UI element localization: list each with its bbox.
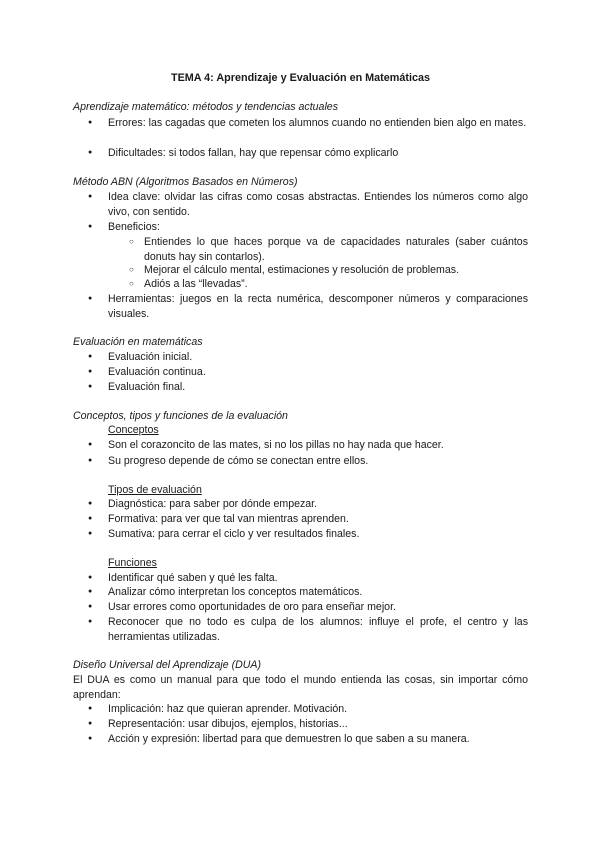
- list-item: ● Errores: las cagadas que cometen los alumnos cuando no entienden bien algo en mates.: [108, 116, 528, 131]
- sub-list-item: ○ Entiendes lo que haces porque va de capacidades naturales (saber cuántos donuts hay sin contarlos).: [144, 235, 528, 264]
- list-item: ● Usar errores como oportunidades de oro para enseñar mejor.: [108, 600, 528, 615]
- section-heading-aprendizaje: Aprendizaje matemático: métodos y tendencias actuales: [73, 101, 338, 113]
- list-item: ● Implicación: haz que quieran aprender. Motivación.: [108, 702, 528, 717]
- list-item: ● Evaluación inicial.: [108, 350, 528, 365]
- dua-intro: El DUA es como un manual para que todo el mundo entienda las cosas, sin importar cómo aprendan:: [73, 674, 528, 701]
- subheading-conceptos: Conceptos: [108, 424, 159, 436]
- list-item: ● Sumativa: para cerrar el ciclo y ver resultados finales.: [108, 527, 528, 542]
- list-item: ● Identificar qué saben y qué les falta.: [108, 571, 528, 586]
- list-item: ● Beneficios:: [108, 220, 528, 235]
- section-heading-dua: Diseño Universal del Aprendizaje (DUA): [73, 659, 262, 671]
- list-item: ● Dificultades: si todos fallan, hay que repensar cómo explicarlo: [108, 146, 528, 161]
- list-item: ● Formativa: para ver que tal van mientras aprenden.: [108, 512, 528, 527]
- sub-list-item: ○ Adiós a las “llevadas”.: [144, 277, 528, 292]
- subheading-tipos: Tipos de evaluación: [108, 484, 202, 496]
- list-item: ● Diagnóstica: para saber por dónde empezar.: [108, 497, 528, 512]
- list-item: ● Su progreso depende de cómo se conectan entre ellos.: [108, 454, 528, 469]
- list-item: ● Reconocer que no todo es culpa de los alumnos: influye el profe, el centro y las herramientas utilizadas.: [108, 615, 528, 644]
- list-item: ● Acción y expresión: libertad para que demuestren lo que saben a su manera.: [108, 732, 528, 747]
- list-item: ● Representación: usar dibujos, ejemplos, historias...: [108, 717, 528, 732]
- section-heading-conceptos-tipos: Conceptos, tipos y funciones de la evaluación: [73, 410, 288, 422]
- sub-list-item: ○ Mejorar el cálculo mental, estimaciones y resolución de problemas.: [144, 263, 528, 278]
- document-title: TEMA 4: Aprendizaje y Evaluación en Matemáticas: [170, 72, 430, 84]
- list-item: ● Evaluación continua.: [108, 365, 528, 380]
- list-item: ● Herramientas: juegos en la recta numérica, descomponer números y comparaciones visuales.: [108, 292, 528, 321]
- section-heading-abn: Método ABN (Algoritmos Basados en Números): [73, 176, 298, 188]
- list-item: ● Analizar cómo interpretan los conceptos matemáticos.: [108, 585, 528, 600]
- subheading-funciones: Funciones: [108, 557, 157, 569]
- list-item: ● Evaluación final.: [108, 380, 528, 395]
- list-item: ● Son el corazoncito de las mates, si no los pillas no hay nada que hacer.: [108, 438, 528, 453]
- list-item: ● Idea clave: olvidar las cifras como cosas abstractas. Entiendes los números como algo vivo, con sentido.: [108, 190, 528, 219]
- section-heading-evaluacion: Evaluación en matemáticas: [73, 336, 203, 348]
